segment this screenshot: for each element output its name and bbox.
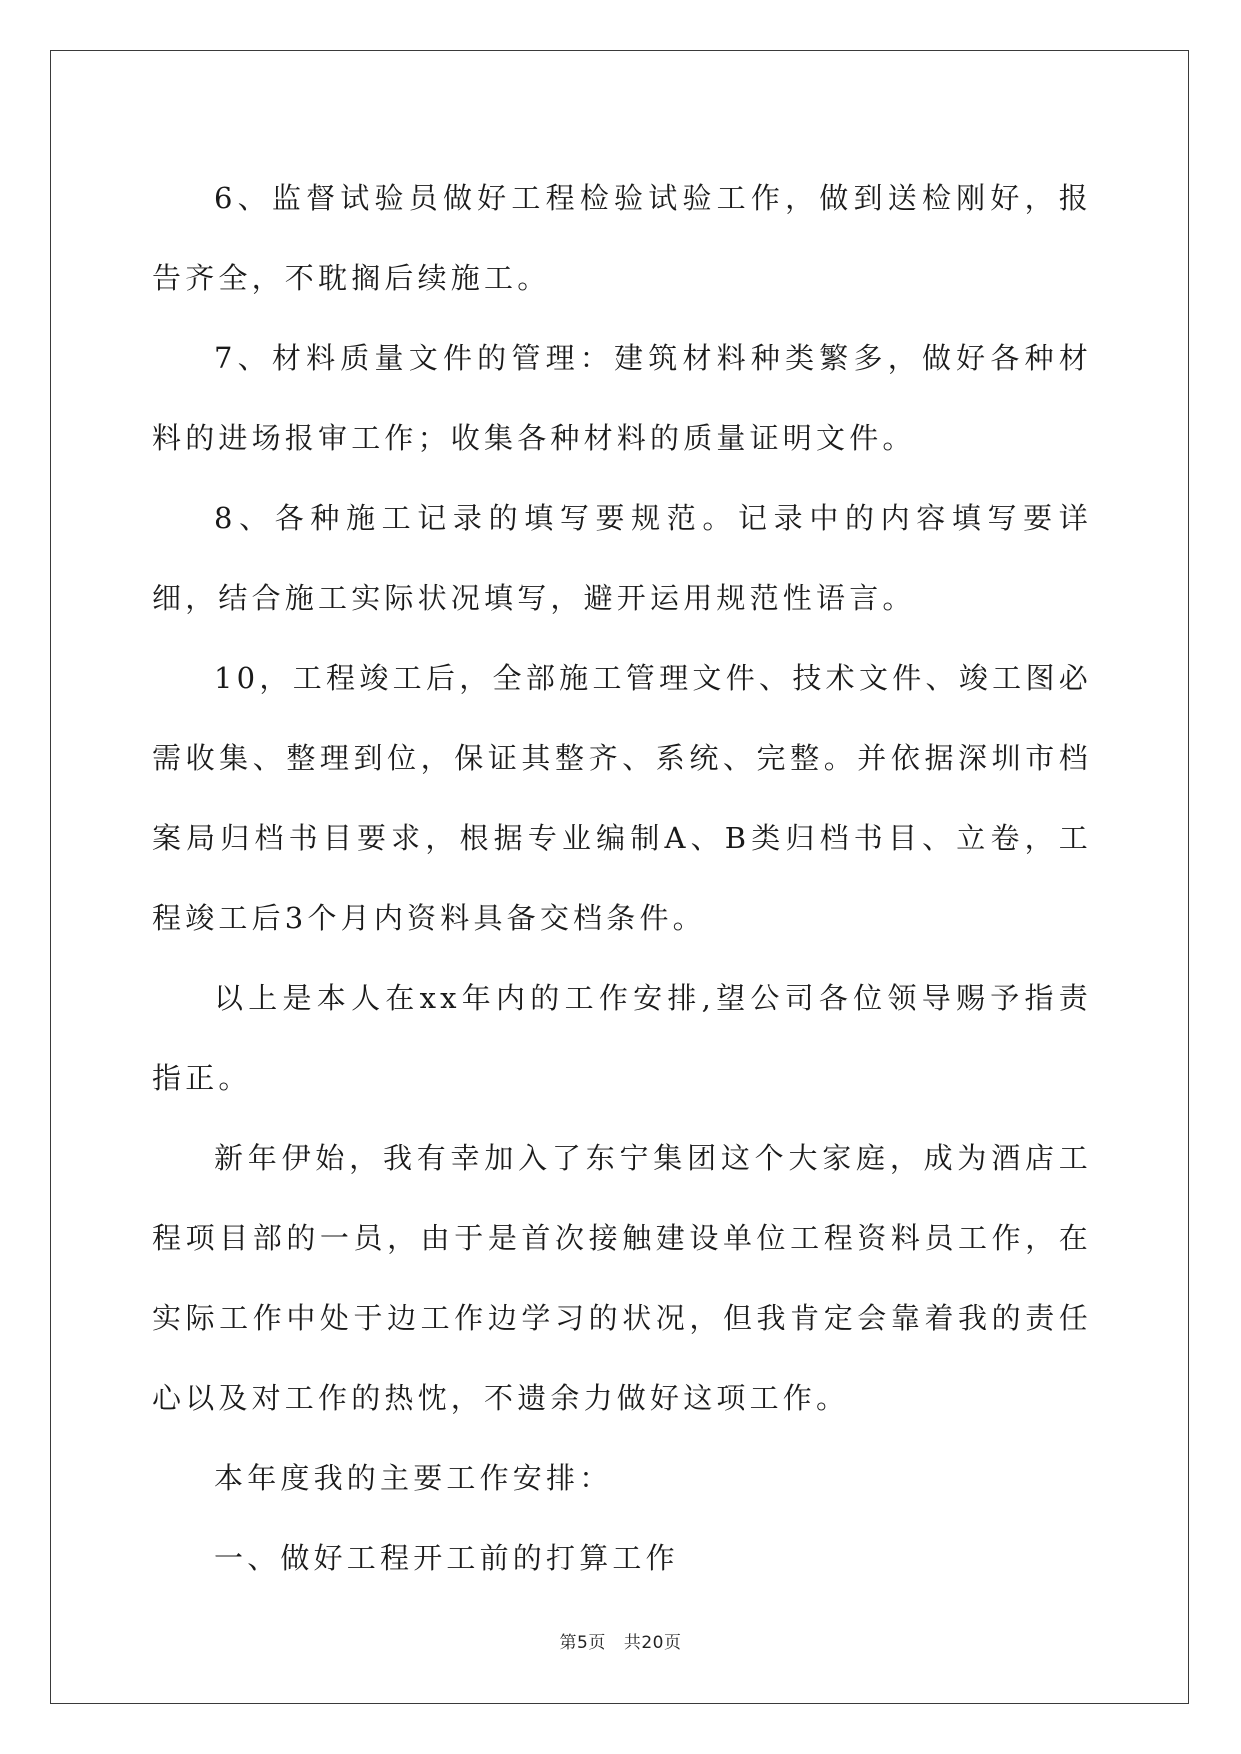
total-pages: 共20页: [623, 1633, 682, 1653]
document-body: [152, 158, 1092, 1598]
paragraph-item-8: 8、各种施工记录的填写要规范。记录中的内容填写要详细，结合施工实际状况填写，避开运用规范性语言。: [152, 501, 1092, 615]
paragraph-item-10: 10，工程竣工后，全部施工管理文件、技术文件、竣工图必需收集、整理到位，保证其整齐、系统、完整。并依据深圳市档案局归档书目要求，根据专业编制A、B类归档书目、立卷，工程竣工后3个月内资料具备交档条件。: [152, 661, 1092, 935]
page-footer: [0, 1628, 1241, 1653]
paragraph-plan-heading: 本年度我的主要工作安排：: [214, 1461, 613, 1495]
paragraph-item-6: 6、监督试验员做好工程检验试验工作，做到送检刚好，报告齐全，不耽搁后续施工。: [152, 181, 1092, 295]
paragraph-intro: 新年伊始，我有幸加入了东宁集团这个大家庭，成为酒店工程项目部的一员，由于是首次接触建设单位工程资料员工作，在实际工作中处于边工作边学习的状况，但我肯定会靠着我的责任心以及对工作的热忱，不遗余力做好这项工作。: [152, 1141, 1092, 1415]
paragraph-item-7: 7、材料质量文件的管理：建筑材料种类繁多，做好各种材料的进场报审工作；收集各种材料的质量证明文件。: [152, 341, 1092, 455]
page-number: 第5页: [559, 1633, 606, 1653]
paragraph-section-one: 一、做好工程开工前的打算工作: [214, 1541, 679, 1575]
paragraph-closing: 以上是本人在xx年内的工作安排,望公司各位领导赐予指责指正。: [152, 981, 1092, 1095]
